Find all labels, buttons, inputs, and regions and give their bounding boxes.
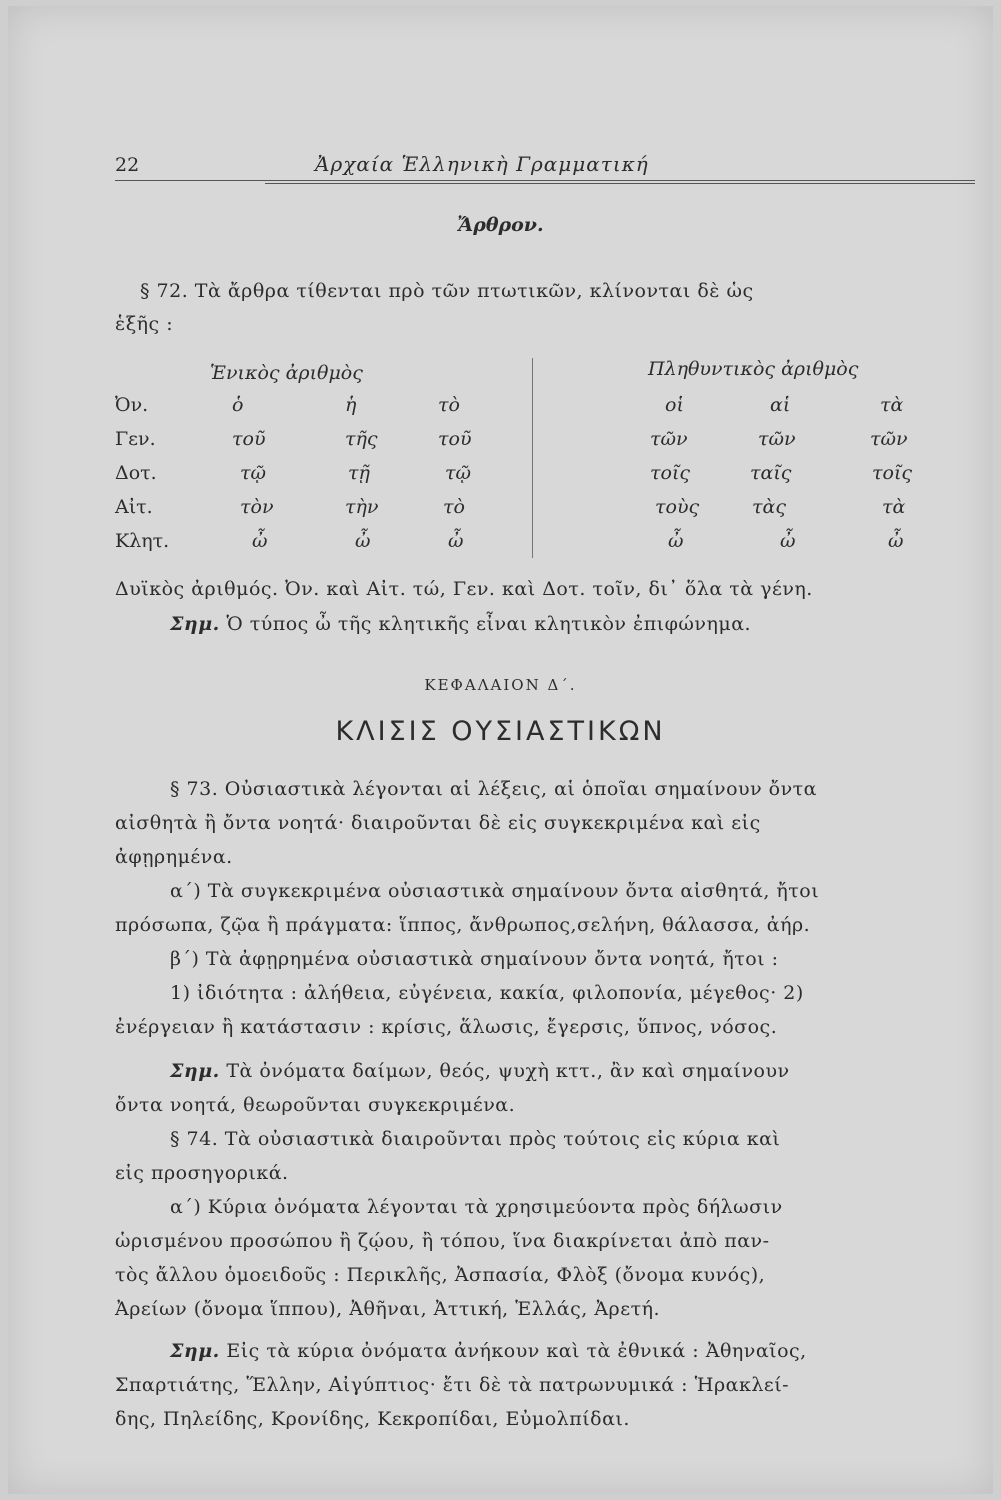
- case-label: Κλητ.: [115, 530, 170, 552]
- dual-number: Δυϊκὸς ἀριθμός. Ὀν. καὶ Αἰτ. τώ, Γεν. καὶ Δοτ. τοῖν, δι᾿ ὅλα τὰ γένη.: [115, 578, 813, 600]
- pl-neut: ὦ: [888, 530, 904, 552]
- note-3-line1: [170, 1340, 807, 1362]
- pl-neut: τῶν: [870, 428, 908, 450]
- sg-masc: τὸν: [240, 496, 274, 518]
- p73-line: α΄) Τὰ συγκεκριμένα οὐσιαστικὰ σημαίνουν ὄντα αἰσθητά, ἤτοι: [170, 880, 820, 902]
- note-2-line1: [170, 1060, 790, 1082]
- p74-line: εἰς προσηγορικά.: [115, 1162, 289, 1184]
- note-text: Ὁ τύπος ὦ τῆς κλητικῆς εἶναι κλητικὸν ἐπιφώνημα.: [226, 613, 752, 635]
- pl-fem: ταῖς: [750, 462, 792, 484]
- plural-header: Πληθυντικὸς ἀριθμὸς: [648, 358, 859, 380]
- p73-line: § 73. Οὐσιαστικὰ λέγονται αἱ λέξεις, αἱ ὁποῖαι σημαίνουν ὄντα: [170, 778, 817, 800]
- sg-neut: ὦ: [448, 530, 464, 552]
- p74-line: Ἀρείων (ὄνομα ἵππου), Ἀθῆναι, Ἀττική, Ἑλλάς, Ἀρετή.: [115, 1298, 661, 1320]
- note-text: Τὰ ὀνόματα δαίμων, θεός, ψυχὴ κττ., ἂν καὶ σημαίνουν: [226, 1060, 790, 1082]
- page-header: [115, 150, 975, 181]
- note-label: Σημ.: [170, 1060, 220, 1082]
- p73-line: β΄) Τὰ ἀφῃρημένα οὐσιαστικὰ σημαίνουν ὄντα νοητά, ἤτοι :: [170, 948, 779, 970]
- running-title: Ἀρχαία Ἑλληνικὴ Γραμματική: [315, 152, 649, 176]
- sg-masc: τῷ: [240, 462, 267, 484]
- note-label: Σημ.: [170, 1340, 220, 1362]
- table-divider: [532, 358, 533, 558]
- pl-neut: τοῖς: [872, 462, 913, 484]
- chapter-number: ΚΕΦΑΛΑΙΟΝ Δ΄.: [424, 676, 577, 694]
- p74-line: α΄) Κύρια ὀνόματα λέγονται τὰ χρησιμεύοντα πρὸς δήλωσιν: [170, 1196, 783, 1218]
- case-label: Ὀν.: [115, 394, 149, 416]
- note-2-line2: ὄντα νοητά, θεωροῦνται συγκεκριμένα.: [115, 1094, 516, 1116]
- sg-neut: τὸ: [443, 496, 465, 518]
- pl-masc: τοὺς: [655, 496, 700, 518]
- singular-header: Ἑνικὸς ἀριθμὸς: [210, 362, 363, 384]
- case-label: Δοτ.: [115, 462, 157, 484]
- sg-masc: ὁ: [232, 394, 244, 416]
- p72-line2: ἑξῆς :: [115, 313, 174, 335]
- chapter-heading: ΚΛΙΣΙΣ ΟΥΣΙΑΣΤΙΚΩΝ: [335, 716, 666, 747]
- sg-fem: ὦ: [355, 530, 371, 552]
- pl-masc: ὦ: [668, 530, 684, 552]
- pl-masc: τοῖς: [650, 462, 691, 484]
- sg-masc: ὦ: [252, 530, 268, 552]
- pl-fem: ὦ: [780, 530, 796, 552]
- p73-line: αἰσθητὰ ἢ ὄντα νοητά· διαιροῦνται δὲ εἰς συγκεκριμένα καὶ εἰς: [115, 812, 761, 834]
- p73-line: ἀφῃρημένα.: [115, 846, 233, 868]
- pl-fem: τῶν: [758, 428, 796, 450]
- sg-fem: τὴν: [345, 496, 379, 518]
- pl-fem: τὰς: [752, 496, 786, 518]
- sg-fem: τῇ: [348, 462, 370, 484]
- pl-masc: οἱ: [665, 394, 684, 416]
- note-3-line2: Σπαρτιάτης, Ἕλλην, Αἰγύπτιος· ἔτι δὲ τὰ πατρωνυμικά : Ἡρακλεί-: [115, 1374, 790, 1396]
- sg-neut: τῷ: [445, 462, 472, 484]
- note-text: Εἰς τὰ κύρια ὀνόματα ἀνήκουν καὶ τὰ ἐθνικά : Ἀθηναῖος,: [226, 1340, 807, 1362]
- p73-line: 1) ἰδιότητα : ἀλήθεια, εὐγένεια, κακία, φιλοπονία, μέγεθος· 2): [170, 982, 804, 1004]
- sg-neut: τοῦ: [438, 428, 472, 450]
- p72-line1: § 72. Τὰ ἄρθρα τίθενται πρὸ τῶν πτωτικῶν, κλίνονται δὲ ὡς: [140, 280, 754, 302]
- sg-neut: τὸ: [438, 394, 460, 416]
- note-label: Σημ.: [170, 613, 220, 635]
- sg-fem: τῆς: [345, 428, 378, 450]
- note-1: [170, 613, 751, 635]
- sg-masc: τοῦ: [232, 428, 266, 450]
- pl-neut: τὰ: [880, 394, 904, 416]
- p74-line: τὸς ἄλλου ὁμοειδοῦς : Περικλῆς, Ἀσπασία, Φλὸξ (ὄνομα κυνός),: [115, 1264, 766, 1286]
- p73-line: ἐνέργειαν ἢ κατάστασιν : κρίσις, ἅλωσις, ἔγερσις, ὕπνος, νόσος.: [115, 1016, 778, 1038]
- p73-line: πρόσωπα, ζῷα ἢ πράγματα: ἵππος, ἄνθρωπος,σελήνη, θάλασσα, ἀήρ.: [115, 914, 811, 936]
- sg-fem: ἡ: [345, 394, 357, 416]
- p74-line: ὡρισμένου προσώπου ἢ ζῴου, ἢ τόπου, ἵνα διακρίνεται ἀπὸ παν-: [115, 1230, 770, 1252]
- section-title: Ἄρθρον.: [457, 214, 544, 236]
- case-label: Γεν.: [115, 428, 156, 450]
- pl-masc: τῶν: [650, 428, 688, 450]
- page-number: 22: [115, 154, 140, 176]
- note-3-line3: δης, Πηλείδης, Κρονίδης, Κεκροπίδαι, Εὐμολπίδαι.: [115, 1408, 630, 1430]
- pl-neut: τὰ: [882, 496, 906, 518]
- p74-line: § 74. Τὰ οὐσιαστικὰ διαιροῦνται πρὸς τούτοις εἰς κύρια καὶ: [170, 1128, 781, 1150]
- pl-fem: αἱ: [770, 394, 791, 416]
- case-label: Αἰτ.: [115, 496, 153, 518]
